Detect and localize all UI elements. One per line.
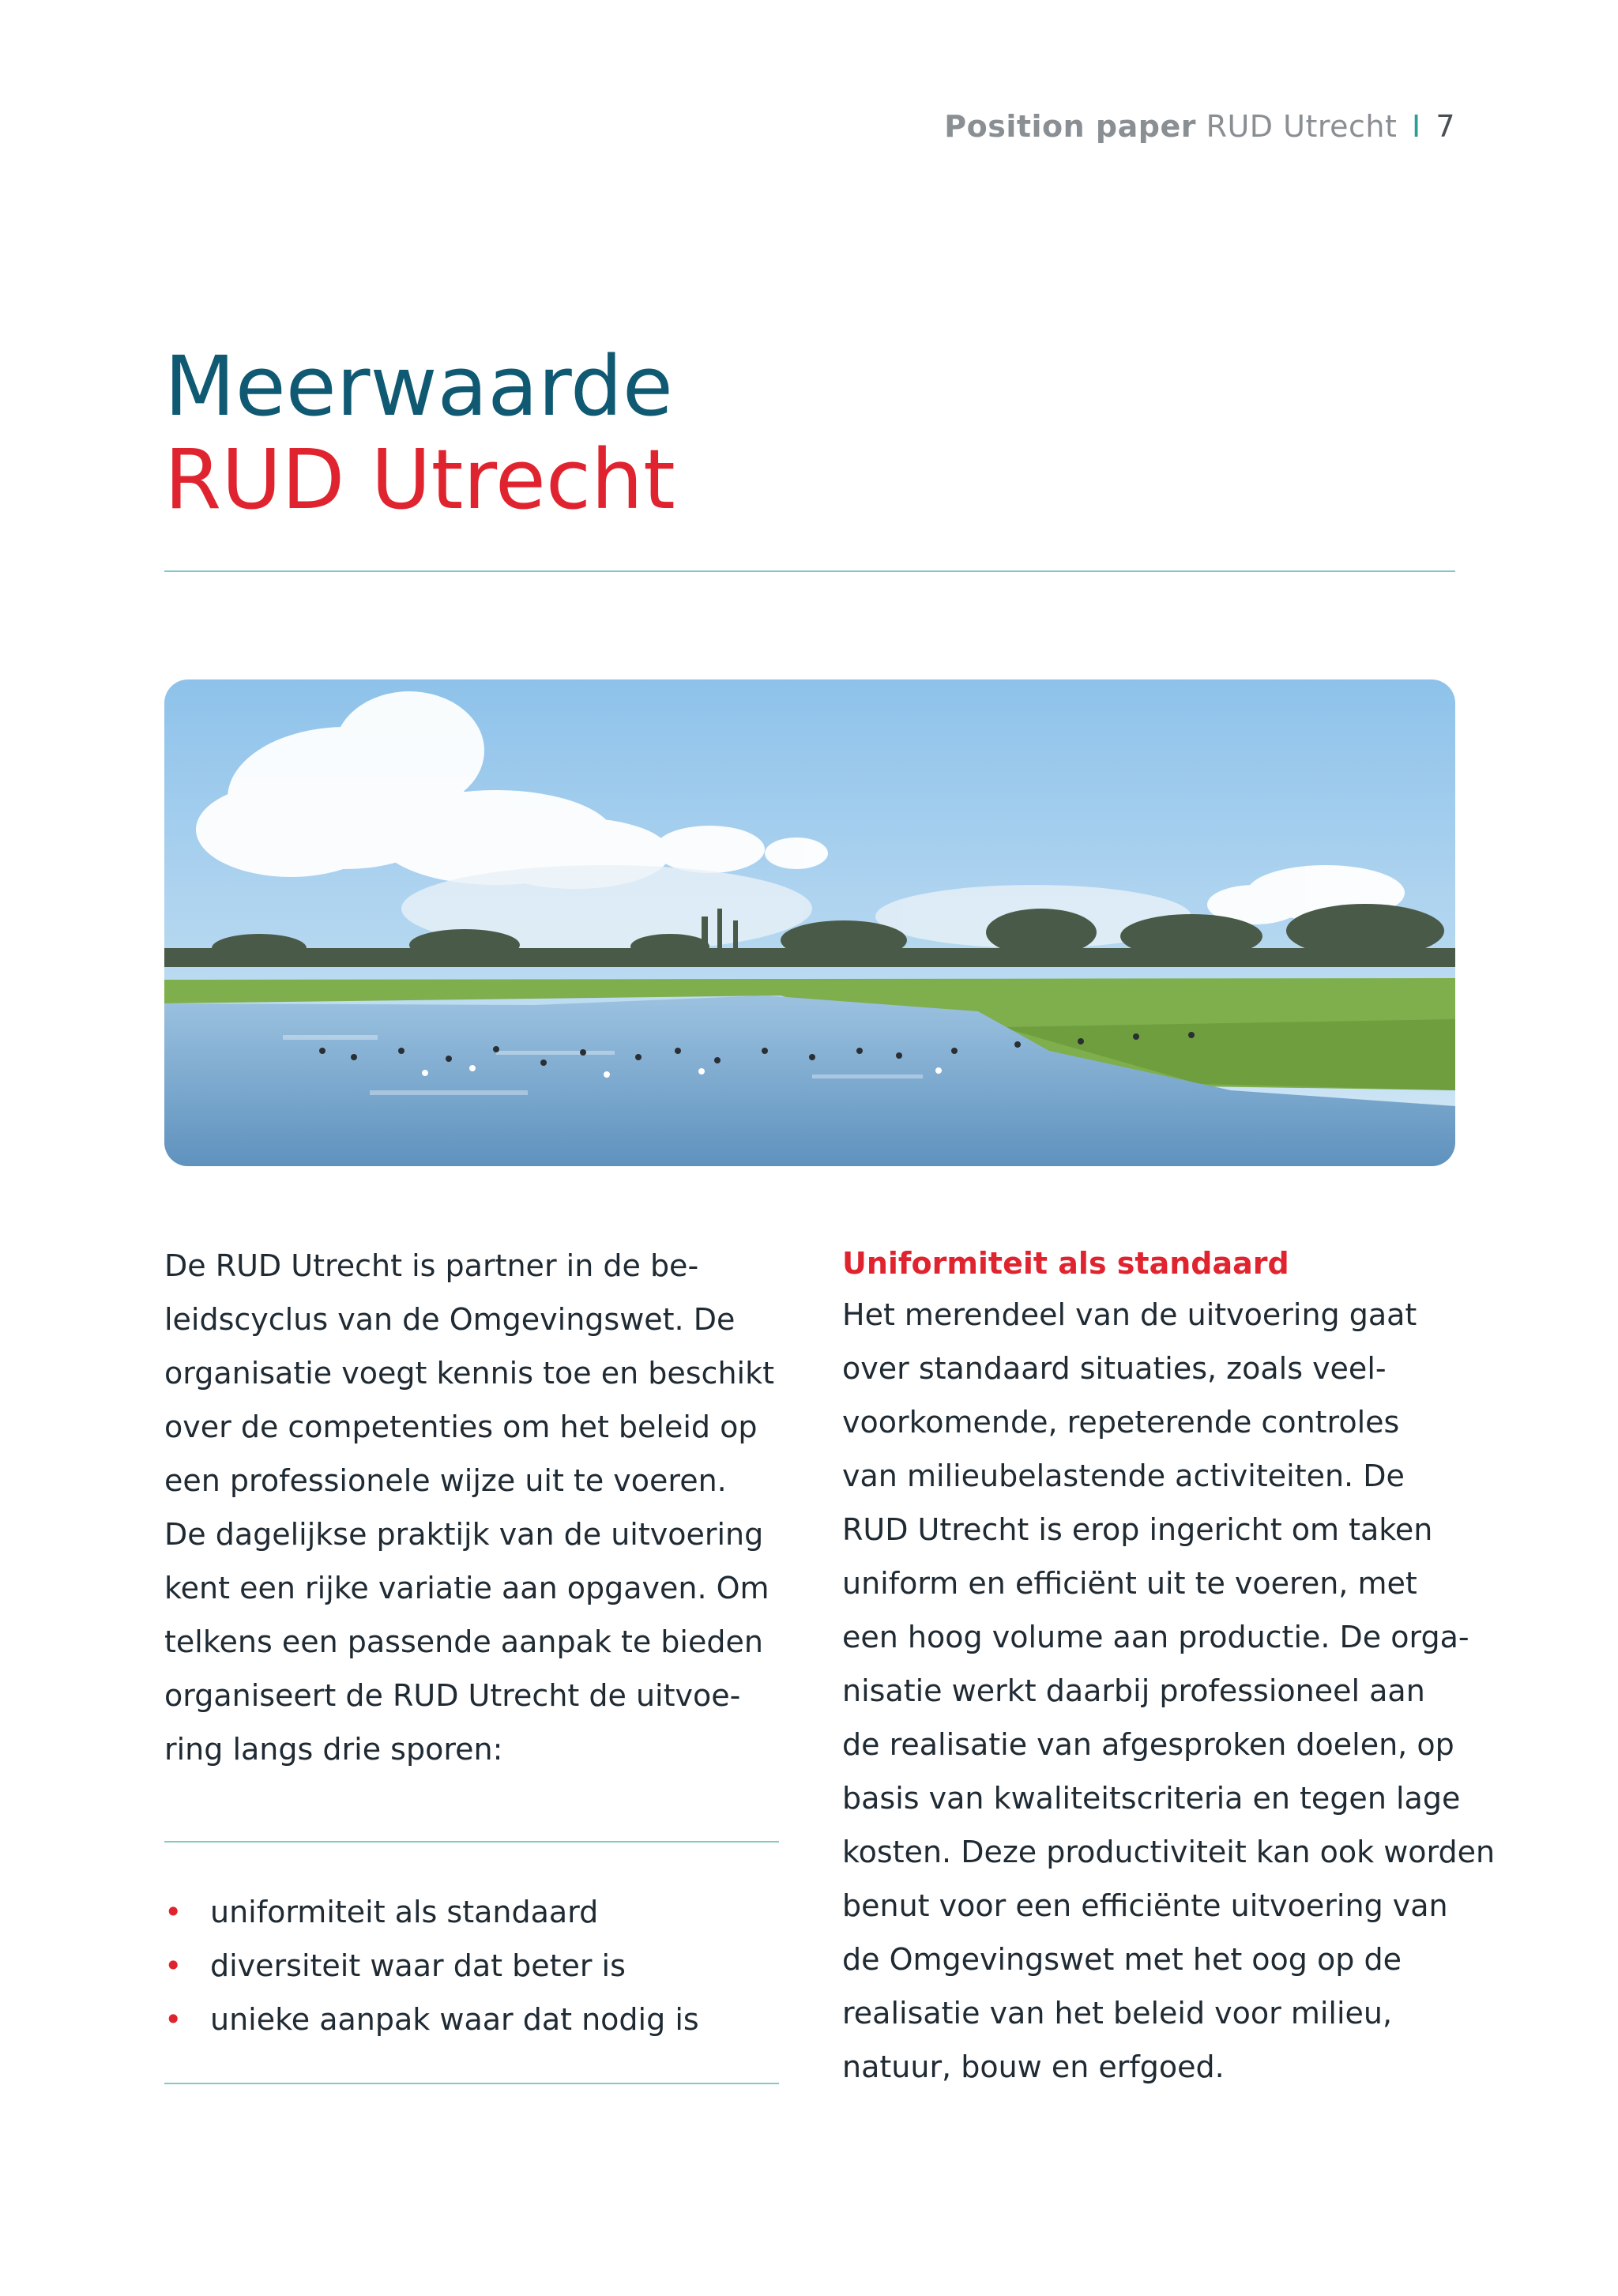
hero-landscape-photo	[164, 679, 1455, 1166]
header-org: RUD Utrecht	[1206, 109, 1398, 144]
body-line: kosten. Deze productiviteit kan ook worden	[842, 1835, 1496, 1869]
title-divider	[164, 570, 1455, 572]
left-column	[164, 1239, 781, 1776]
body-line: van milieubelastende activiteiten. De	[842, 1459, 1405, 1493]
body-line: voorkomende, repeterende controles	[842, 1405, 1400, 1440]
list-item-text: unieke aanpak waar dat nodig is	[210, 2002, 699, 2037]
body-line: kent een rijke variatie aan opgaven. Om	[164, 1571, 769, 1605]
right-column	[842, 1239, 1496, 2094]
body-line: nisatie werkt daarbij professioneel aan	[842, 1673, 1425, 1708]
body-line: organiseert de RUD Utrecht de uitvoe-	[164, 1678, 741, 1713]
body-line: een hoog volume aan productie. De orga-	[842, 1620, 1469, 1654]
body-line: De RUD Utrecht is partner in de be-	[164, 1248, 699, 1283]
section-subheading: Uniformiteit als standaard	[842, 1246, 1289, 1281]
landscape-illustration	[164, 679, 1455, 1166]
list-item	[164, 1939, 781, 1993]
tracks-list	[164, 1885, 781, 2046]
list-item-text: diversiteit waar dat beter is	[210, 1948, 626, 1983]
body-line: over de competenties om het beleid op	[164, 1410, 758, 1444]
body-line: benut voor een efficiënte uitvoering van	[842, 1888, 1448, 1923]
header-doc-type: Position paper	[944, 109, 1196, 144]
body-line: over standaard situaties, zoals veel-	[842, 1351, 1387, 1386]
page-title	[164, 340, 675, 526]
body-line: natuur, bouw en erfgoed.	[842, 2049, 1225, 2084]
body-line: Het merendeel van de uitvoering gaat	[842, 1297, 1417, 1332]
page-title-line2: RUD Utrecht	[164, 431, 675, 528]
page-title-line1: Meerwaarde	[164, 338, 673, 435]
body-line: de realisatie van afgesproken doelen, op	[842, 1727, 1454, 1762]
body-line: telkens een passende aanpak te bieden	[164, 1624, 763, 1659]
body-line: organisatie voegt kennis toe en beschikt	[164, 1356, 774, 1391]
list-bottom-divider	[164, 2083, 779, 2084]
running-header	[944, 109, 1455, 144]
body-line: basis van kwaliteitscriteria en tegen lage	[842, 1781, 1461, 1816]
body-line: De dagelijkse praktijk van de uitvoering	[164, 1517, 764, 1552]
body-line: uniform en efficiënt uit te voeren, met	[842, 1566, 1417, 1601]
header-separator: I	[1412, 109, 1421, 144]
list-top-divider	[164, 1841, 779, 1842]
body-line: de Omgevingswet met het oog op de	[842, 1942, 1402, 1977]
bullet-icon: •	[164, 1948, 182, 1983]
list-item	[164, 1885, 781, 1939]
body-line: ring langs drie sporen:	[164, 1732, 503, 1767]
body-line: een professionele wijze uit te voeren.	[164, 1463, 727, 1498]
page-number: 7	[1436, 109, 1455, 144]
body-line: realisatie van het beleid voor milieu,	[842, 1996, 1393, 2031]
list-item	[164, 1993, 781, 2046]
body-line: leidscyclus van de Omgevingswet. De	[164, 1302, 736, 1337]
list-item-text: uniformiteit als standaard	[210, 1895, 599, 1929]
bullet-icon: •	[164, 2002, 182, 2037]
body-line: RUD Utrecht is erop ingericht om taken	[842, 1512, 1433, 1547]
bullet-icon: •	[164, 1895, 182, 1929]
